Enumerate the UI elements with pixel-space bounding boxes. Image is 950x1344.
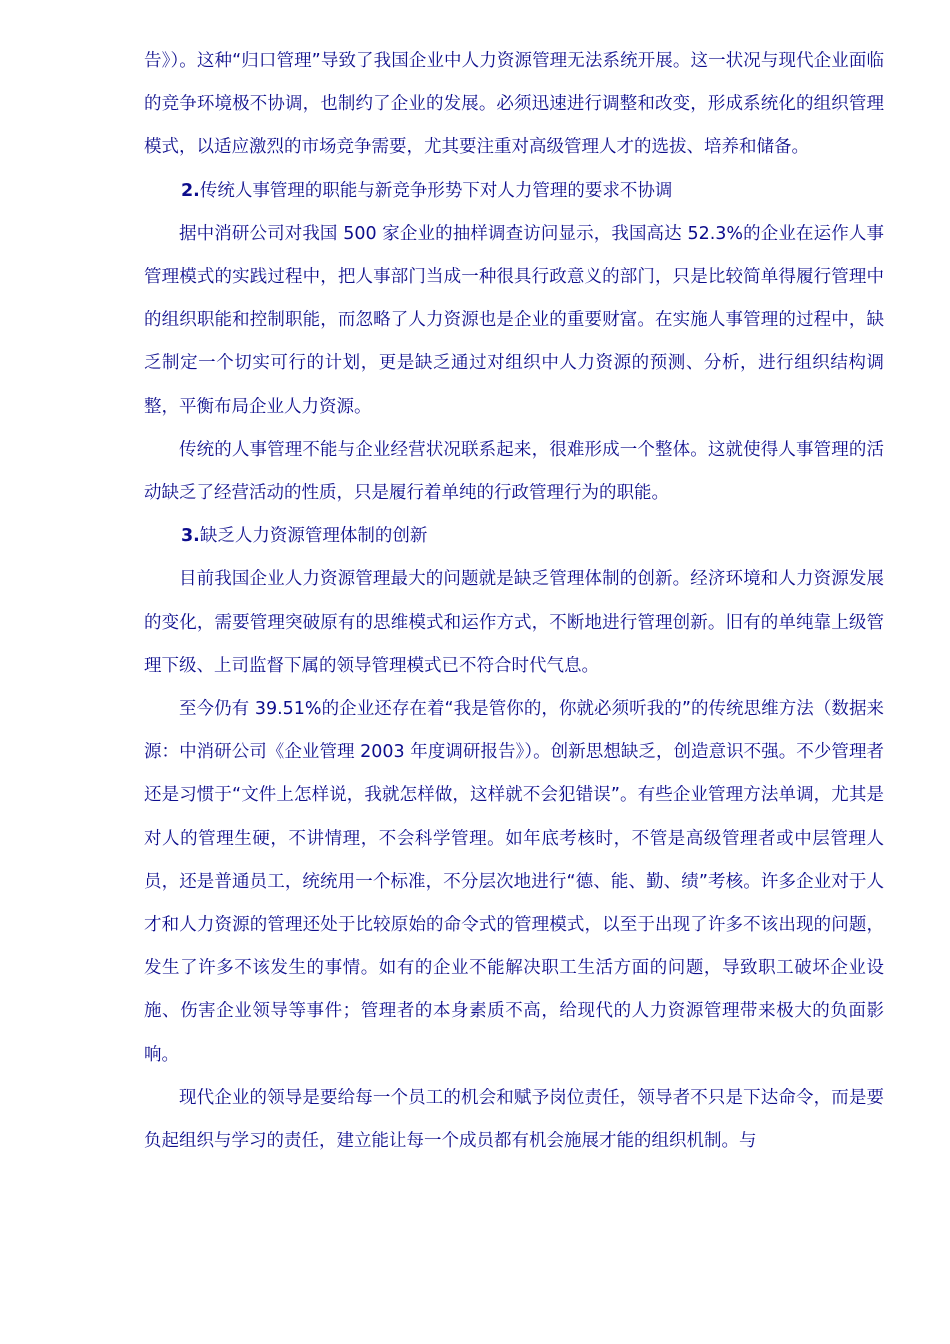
section-number: 3. [181, 526, 200, 547]
section-title: 传统人事管理的职能与新竞争形势下对人力管理的要求不协调 [199, 180, 673, 201]
paragraph-continuation: 告》）。这种“归口管理”导致了我国企业中人力资源管理无法系统开展。这一状况与现代企业面临的竞争环境极不协调，也制约了企业的发展。必须迅速进行调整和改变，形成系统化的组织管理模式，以适应激烈的市场竞争需要，尤其要注重对高级管理人才的选拔、培养和储备。 [144, 51, 884, 158]
section-number: 2. [181, 180, 200, 201]
paragraph: 目前我国企业人力资源管理最大的问题就是缺乏管理体制的创新。经济环境和人力资源发展的变化，需要管理突破原有的思维模式和运作方式，不断地进行管理创新。旧有的单纯靠上级管理下级、上司监督下属的领导管理模式已不符合时代气息。 [144, 569, 884, 676]
section-title: 缺乏人力资源管理体制的创新 [199, 526, 428, 547]
section-heading-2 [144, 170, 884, 213]
section-heading-3 [144, 515, 884, 558]
paragraph: 至今仍有 39.51%的企业还存在着“我是管你的，你就必须听我的”的传统思维方法（数据来源：中消研公司《企业管理 2003 年度调研报告》）。创新思想缺乏，创造意识不强。不少管理者还是习惯于“文件上怎样说，我就怎样做，这样就不会犯错误”。有些企业管理方法单调，尤其是对人的管理生硬，不讲情理，不会科学管理。如年底考核时，不管是高级管理者或中层管理人员，还是普通员工，统统用一个标准，不分层次地进行“德、能、勤、绩”考核。许多企业对于人才和人力资源的管理还处于比较原始的命令式的管理模式，以至于出现了许多不该出现的问题，发生了许多不该发生的事情。如有的企业不能解决职工生活方面的问题，导致职工破坏企业设施、伤害企业领导等事件；管理者的本身素质不高，给现代的人力资源管理带来极大的负面影响。 [144, 699, 884, 1065]
paragraph: 传统的人事管理不能与企业经营状况联系起来，很难形成一个整体。这就使得人事管理的活动缺乏了经营活动的性质，只是履行着单纯的行政管理行为的职能。 [144, 439, 884, 504]
paragraph: 现代企业的领导是要给每一个员工的机会和赋予岗位责任，领导者不只是下达命令，而是要负起组织与学习的责任，建立能让每一个成员都有机会施展才能的组织机制。与 [144, 1087, 884, 1152]
paragraph: 据中消研公司对我国 500 家企业的抽样调查访问显示，我国高达 52.3%的企业在运作人事管理模式的实践过程中，把人事部门当成一种很具行政意义的部门，只是比较简单得履行管理中的组织职能和控制职能，而忽略了人力资源也是企业的重要财富。在实施人事管理的过程中，缺乏制定一个切实可行的计划，更是缺乏通过对组织中人力资源的预测、分析，进行组织结构调整，平衡布局企业人力资源。 [144, 223, 884, 417]
document-page [144, 40, 884, 1163]
